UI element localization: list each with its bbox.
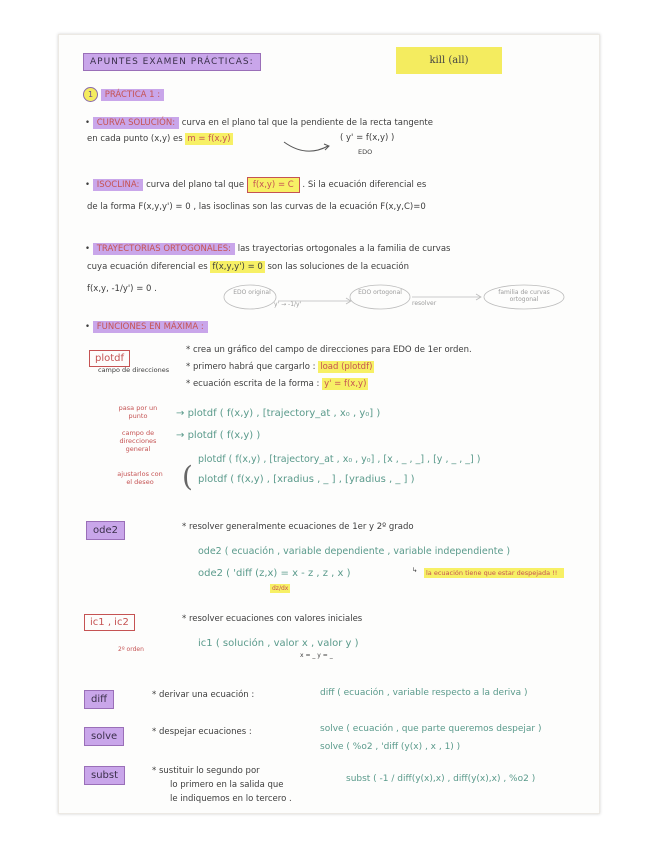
ode2-note: la ecuación tiene que estar despejada !! — [424, 568, 564, 578]
solve-syntax-1: solve ( ecuación , que parte queremos despejar ) — [320, 724, 542, 734]
plotdf-bullet-3-text: ecuación escrita de la forma : — [192, 379, 320, 389]
flow-arrow-resolver: resolver — [412, 300, 437, 307]
plotdf-bullet-2-text: primero habrá que cargarlo : — [192, 362, 316, 372]
flow-node-ortogonal: EDO ortogonal — [358, 289, 402, 296]
isoclina-formula: f(x,y) = C — [247, 177, 300, 193]
trayectorias-text: cuya ecuación diferencial es — [87, 262, 208, 272]
plotdf-row-label-4: ajustarlos con el deseo — [117, 470, 163, 486]
funciones-term: FUNCIONES EN MÁXIMA : — [93, 321, 208, 333]
curva-solucion-eq-note: EDO — [358, 148, 373, 156]
plotdf-row-code-3: plotdf ( f(x,y) , [trajectory_at , x₀ , y₀] , [x , _ , _] , [y , _ , _] ) — [198, 454, 481, 465]
trayectorias-term: TRAYECTORIAS ORTOGONALES: — [93, 243, 235, 255]
subst-desc-1-text: sustituir lo segundo por — [158, 766, 260, 776]
trayectorias-line3: f(x,y, -1/y') = 0 . — [87, 284, 157, 294]
diff-syntax: diff ( ecuación , variable respecto a la deriva ) — [320, 688, 528, 698]
plotdf-code-2: plotdf ( f(x,y) ) — [187, 430, 261, 441]
plotdf-bullet-1-text: crea un gráfico del campo de direcciones para EDO de 1er orden. — [192, 345, 472, 355]
practica-label: PRÁCTICA 1 : — [101, 89, 164, 101]
flow-node-original: EDO original — [233, 289, 271, 296]
notes-title: APUNTES EXAMEN PRÁCTICAS: — [83, 53, 261, 71]
curva-solucion-formula: m = f(x,y) — [187, 134, 231, 144]
sticker-note: kill (all) — [396, 47, 502, 74]
ic1-syntax: ic1 ( solución , valor x , valor y ) — [198, 638, 359, 649]
plotdf-bullet-1: * crea un gráfico del campo de direcciones para EDO de 1er orden. — [186, 345, 472, 355]
plotdf-code-1: plotdf ( f(x,y) , [trajectory_at , x₀ , y₀] ) — [187, 408, 381, 419]
plotdf-row-label-2: campo de direcciones general — [119, 429, 157, 453]
subst-syntax: subst ( -1 / diff(y(x),x) , diff(y(x),x) , %o2 ) — [346, 774, 536, 784]
curved-arrow-icon — [282, 138, 334, 158]
ic1-sub: 2º orden — [118, 646, 144, 653]
flow-arrow-label: y' → -1/y' — [274, 301, 302, 308]
subst-desc-1: * sustituir lo segundo por — [152, 766, 260, 776]
subst-label: subst — [84, 766, 125, 785]
ode2-desc: * resolver generalmente ecuaciones de 1er y 2º grado — [182, 522, 414, 532]
isoclina-line2: de la forma F(x,y,y') = 0 , las isoclinas son las curvas de la ecuación F(x,y,C)=0 — [87, 202, 426, 212]
plotdf-row-code-2: → plotdf ( f(x,y) ) — [176, 430, 261, 441]
plotdf-label: plotdf — [89, 350, 130, 367]
ode2-example: ode2 ( 'diff (z,x) = x - z , z , x ) — [198, 568, 351, 579]
solve-desc-text: despejar ecuaciones : — [158, 727, 252, 737]
funciones-heading: • FUNCIONES EN MÁXIMA : — [85, 322, 208, 332]
trayectorias-text-2: son las soluciones de la ecuación — [267, 262, 409, 272]
isoclina-line1: • ISOCLINA: curva del plano tal que f(x,y) = C . Si la ecuación diferencial es — [85, 180, 426, 190]
ic1-label: ic1 , ic2 — [84, 614, 135, 631]
plotdf-sub: campo de direcciones — [98, 366, 170, 374]
plotdf-load-code: load (plotdf) — [320, 362, 373, 372]
isoclina-term: ISOCLINA: — [93, 179, 144, 191]
diff-desc-text: derivar una ecuación : — [158, 690, 255, 700]
ode2-desc-text: resolver generalmente ecuaciones de 1er y 2º grado — [188, 522, 414, 532]
trayectorias-def: las trayectorias ortogonales a la familia de curvas — [237, 244, 451, 254]
curva-solucion-def: curva en el plano tal que la pendiente de la recta tangente — [181, 118, 433, 128]
curva-solucion-line2 — [87, 134, 233, 144]
curva-solucion-term: CURVA SOLUCIÓN: — [93, 117, 179, 129]
curva-solucion-line1: • CURVA SOLUCIÓN: curva en el plano tal que la pendiente de la recta tangente — [85, 118, 433, 128]
subst-desc-2: lo primero en la salida que — [170, 780, 284, 790]
ic1-desc-text: resolver ecuaciones con valores iniciales — [188, 614, 363, 624]
ic1-desc: * resolver ecuaciones con valores iniciales — [182, 614, 363, 624]
curva-solucion-text: en cada punto (x,y) es — [87, 134, 183, 144]
solve-desc: * despejar ecuaciones : — [152, 727, 252, 737]
solve-label: solve — [84, 727, 124, 746]
section-number-circle: 1 — [83, 87, 98, 102]
trayectorias-formula: f(x,y,y') = 0 — [212, 262, 263, 272]
solve-syntax-2: solve ( %o2 , 'diff (y(x) , x , 1) ) — [320, 742, 461, 752]
brace-icon: ( — [182, 460, 193, 493]
trayectorias-line2 — [87, 262, 409, 272]
curva-solucion-eq: ( y' = f(x,y) ) — [340, 133, 395, 143]
plotdf-row-code-1: → plotdf ( f(x,y) , [trajectory_at , x₀ , y₀] ) — [176, 408, 381, 419]
ode2-example-sub: dz/dx — [272, 585, 289, 592]
plotdf-bullet-2: * primero habrá que cargarlo : load (plotdf) — [186, 362, 373, 372]
plotdf-form-code: y' = f(x,y) — [324, 379, 367, 389]
diff-label: diff — [84, 690, 114, 709]
plotdf-row-label-1: pasa por un punto — [118, 404, 158, 420]
ode2-note-arrow: ↳ — [412, 566, 418, 574]
plotdf-row-code-4: plotdf ( f(x,y) , [xradius , _ ] , [yradius , _ ] ) — [198, 474, 415, 485]
trayectorias-line1: • TRAYECTORIAS ORTOGONALES: las trayectorias ortogonales a la familia de curvas — [85, 244, 451, 254]
practica-heading — [83, 87, 164, 102]
ic1-syntax-sub: x = _ y = _ — [300, 652, 333, 659]
ode2-label: ode2 — [86, 521, 125, 540]
ode2-syntax: ode2 ( ecuación , variable dependiente , variable independiente ) — [198, 546, 511, 557]
plotdf-bullet-3: * ecuación escrita de la forma : y' = f(x,y) — [186, 379, 367, 389]
isoclina-text-2: . Si la ecuación diferencial es — [302, 180, 427, 190]
isoclina-text: curva del plano tal que — [146, 180, 245, 190]
diff-desc: * derivar una ecuación : — [152, 690, 255, 700]
subst-desc-3: le indiquemos en lo tercero . — [170, 794, 292, 804]
flow-node-familia: familia de curvas ortogonal — [498, 289, 550, 303]
